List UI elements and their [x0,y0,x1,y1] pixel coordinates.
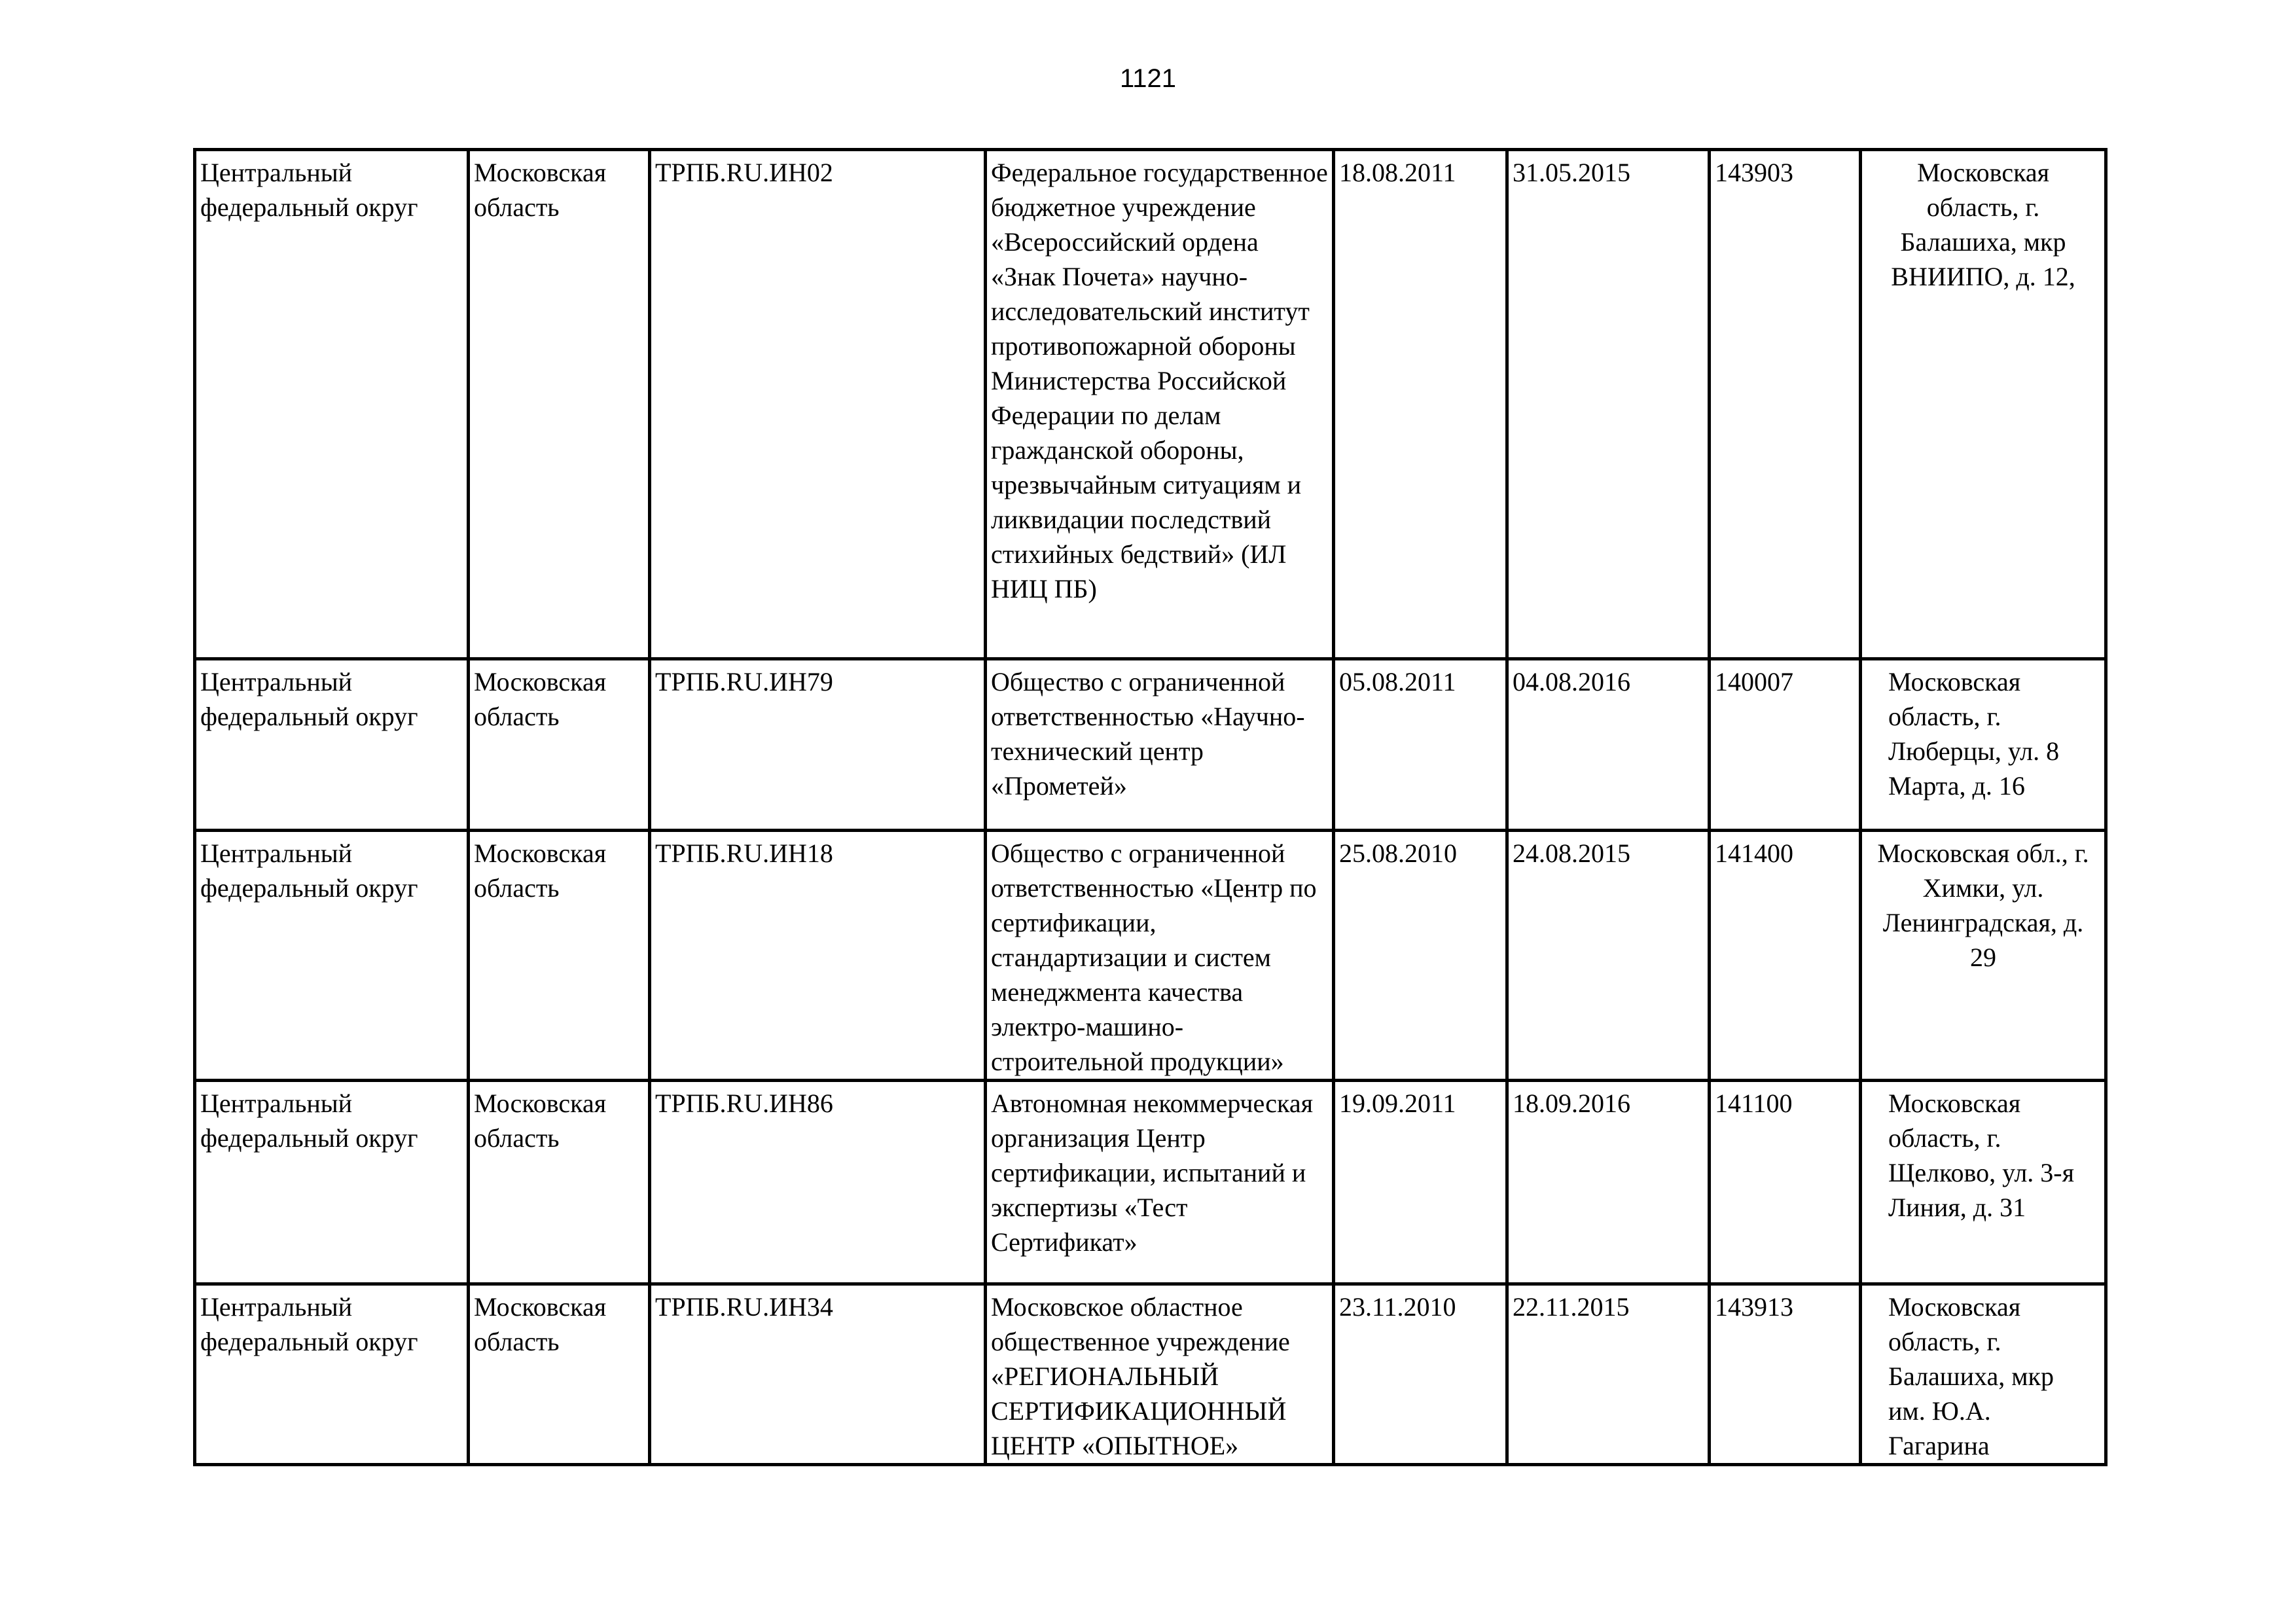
address-cell: Московская область, г. Балашиха, мкр им. Ю.А. Гагарина [1861,1284,2106,1465]
district-cell: Центральный федеральный округ [195,659,469,831]
date-to-cell: 31.05.2015 [1507,150,1710,659]
date-from-cell: 23.11.2010 [1334,1284,1507,1465]
region-cell: Московская область [469,831,650,1081]
table-row [195,150,2106,659]
district-cell: Центральный федеральный округ [195,150,469,659]
date-to-cell: 18.09.2016 [1507,1081,1710,1284]
organization-cell: Общество с ограниченной ответственностью «Центр по сертификации, стандартизации и систем менеджмента качества электро-машино-строительной продукции» [986,831,1334,1081]
date-from-cell: 05.08.2011 [1334,659,1507,831]
date-from-cell: 25.08.2010 [1334,831,1507,1081]
district-cell: Центральный федеральный округ [195,831,469,1081]
region-cell: Московская область [469,150,650,659]
date-to-cell: 24.08.2015 [1507,831,1710,1081]
district-cell: Центральный федеральный округ [195,1284,469,1465]
organization-cell: Общество с ограниченной ответственностью «Научно-технический центр «Прометей» [986,659,1334,831]
table-row [195,659,2106,831]
table-row [195,1081,2106,1284]
postcode-cell: 140007 [1710,659,1861,831]
table-row [195,1284,2106,1465]
table-row [195,831,2106,1081]
organization-cell: Автономная некоммерческая организация Центр сертификации, испытаний и экспертизы «Тест Сертификат» [986,1081,1334,1284]
date-from-cell: 18.08.2011 [1334,150,1507,659]
district-cell: Центральный федеральный округ [195,1081,469,1284]
registry-table [193,148,2108,1466]
code-cell: ТРПБ.RU.ИН79 [650,659,986,831]
postcode-cell: 143903 [1710,150,1861,659]
postcode-cell: 143913 [1710,1284,1861,1465]
organization-cell: Московское областное общественное учреждение «РЕГИОНАЛЬНЫЙ СЕРТИФИКАЦИОННЫЙ ЦЕНТР «ОПЫТНОЕ» [986,1284,1334,1465]
code-cell: ТРПБ.RU.ИН86 [650,1081,986,1284]
address-cell: Московская область, г. Балашиха, мкр ВНИИПО, д. 12, [1861,150,2106,659]
address-cell: Московская обл., г. Химки, ул. Ленинградская, д. 29 [1861,831,2106,1081]
postcode-cell: 141400 [1710,831,1861,1081]
date-to-cell: 22.11.2015 [1507,1284,1710,1465]
region-cell: Московская область [469,1284,650,1465]
postcode-cell: 141100 [1710,1081,1861,1284]
code-cell: ТРПБ.RU.ИН18 [650,831,986,1081]
date-from-cell: 19.09.2011 [1334,1081,1507,1284]
address-cell: Московская область, г. Щелково, ул. 3-я Линия, д. 31 [1861,1081,2106,1284]
code-cell: ТРПБ.RU.ИН34 [650,1284,986,1465]
region-cell: Московская область [469,1081,650,1284]
page-number: 1121 [1119,64,1176,93]
code-cell: ТРПБ.RU.ИН02 [650,150,986,659]
region-cell: Московская область [469,659,650,831]
date-to-cell: 04.08.2016 [1507,659,1710,831]
organization-cell: Федеральное государственное бюджетное учреждение «Всероссийский ордена «Знак Почета» научно-исследовательский институт противопожарной обороны Министерства Российской Федерации по делам гражданской обороны, чрезвычайным ситуациям и ликвидации последствий стихийных бедствий» (ИЛ НИЦ ПБ) [986,150,1334,659]
address-cell: Московская область, г. Люберцы, ул. 8 Марта, д. 16 [1861,659,2106,831]
